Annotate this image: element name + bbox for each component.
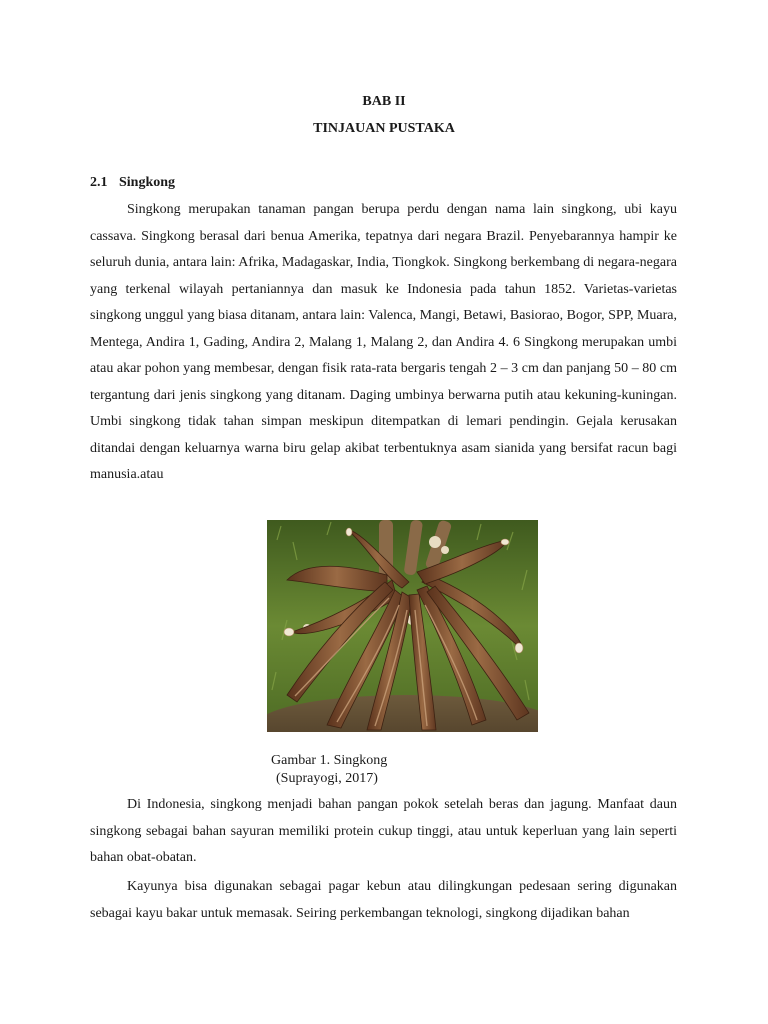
figure-caption-source: (Suprayogi, 2017) — [276, 771, 378, 786]
chapter-heading: BAB II — [362, 94, 406, 109]
paragraph-wood-use: Kayunya bisa digunakan sebagai pagar kebun atau dilingkungan pedesaan sering digunakan sebagai kayu bakar untuk memasak. Seiring perkembangan teknologi, singkong dijadikan bahan — [90, 879, 677, 921]
figure-caption-title: Gambar 1. Singkong — [271, 753, 388, 768]
section-heading — [90, 175, 175, 191]
cassava-photo — [267, 520, 538, 732]
figure-caption — [271, 752, 387, 788]
paragraph-indonesia: Di Indonesia, singkong menjadi bahan pangan pokok setelah beras dan jagung. Manfaat daun singkong sebagai bahan sayuran memiliki protein cukup tinggi, atau untuk keperluan yang lain seperti bahan obat-obatan. — [90, 797, 677, 865]
chapter-title: TINJAUAN PUSTAKA — [313, 121, 455, 136]
paragraph-intro: Singkong merupakan tanaman pangan berupa perdu dengan nama lain singkong, ubi kayu cassava. Singkong berasal dari benua Amerika, tepatnya dari negara Brazil. Penyebarannya hampir ke seluruh dunia, antara lain: Afrika, Madagaskar, India, Tiongkok. Singkong berkembang di negara-negara yang terkenal wilayah pertaniannya dan masuk ke Indonesia pada tahun 1852. Varietas-varietas singkong unggul yang biasa ditanam, antara lain: Valenca, Mangi, Betawi, Basiorao, Bogor, SPP, Muara, Mentega, Andira 1, Gading, Andira 2, Malang 1, Malang 2, dan Andira 4. 6 Singkong merupakan umbi atau akar pohon yang membesar, dengan fisik rata-rata bergaris tengah 2 – 3 cm dan panjang 50 – 80 cm tergantung dari jenis singkong yang ditanam. Daging umbinya berwarna putih atau kekuning-kuningan. Umbi singkong tidak tahan simpan meskipun ditempatkan di lemari pendingin. Gejala kerusakan ditandai dengan keluarnya warna biru gelap akibat terbentuknya asam sianida yang bersifat racun bagi manusia.atau — [90, 202, 677, 482]
section-number: 2.1 — [90, 175, 108, 190]
section-title: Singkong — [119, 175, 176, 190]
